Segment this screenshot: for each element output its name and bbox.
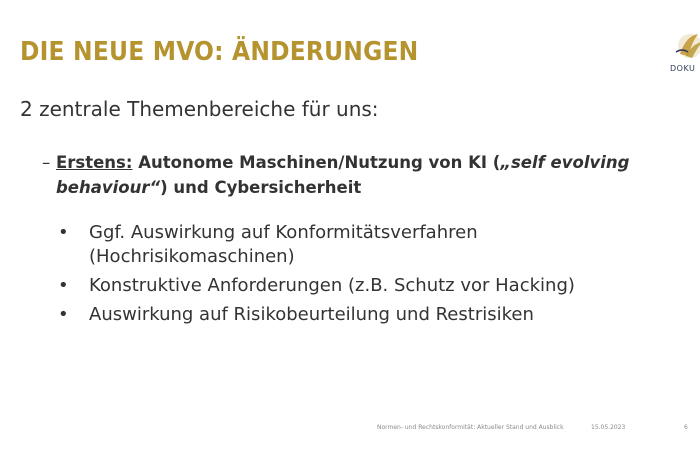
slide-subtitle: 2 zentrale Themenbereiche für uns: bbox=[20, 97, 379, 121]
point-emphasis: „self evolving behaviour“ bbox=[56, 153, 630, 197]
company-logo bbox=[666, 28, 700, 78]
point-tail: ) und Cybersicherheit bbox=[160, 178, 362, 197]
bullet-dot: • bbox=[58, 222, 69, 243]
bullet-list bbox=[58, 221, 658, 332]
footer-caption: Normen- und Rechtskonformität: Aktueller Stand und Ausblick bbox=[377, 424, 564, 431]
bullet-item bbox=[58, 274, 658, 298]
footer-date: 15.05.2023 bbox=[591, 424, 626, 431]
bullet-item bbox=[58, 221, 658, 269]
point-text: Autonome Maschinen/Nutzung von KI ( bbox=[132, 153, 501, 172]
bullet-item bbox=[58, 303, 658, 327]
bullet-dot: • bbox=[58, 304, 69, 325]
slide-title: DIE NEUE MVO: ÄNDERUNGEN bbox=[20, 37, 419, 67]
logo-mark-icon bbox=[666, 28, 700, 64]
logo-text: DOKU bbox=[670, 64, 696, 73]
point-lead: Erstens: bbox=[56, 153, 133, 172]
bullet-text: Auswirkung auf Risikobeurteilung und Restrisiken bbox=[89, 304, 534, 325]
dash-marker: – bbox=[42, 153, 51, 172]
bullet-dot: • bbox=[58, 275, 69, 296]
main-point bbox=[42, 150, 642, 200]
bullet-text: Konstruktive Anforderungen (z.B. Schutz vor Hacking) bbox=[89, 275, 575, 296]
bullet-text: Ggf. Auswirkung auf Konformitätsverfahren (Hochrisikomaschinen) bbox=[89, 222, 478, 267]
page-number: 6 bbox=[684, 424, 688, 431]
